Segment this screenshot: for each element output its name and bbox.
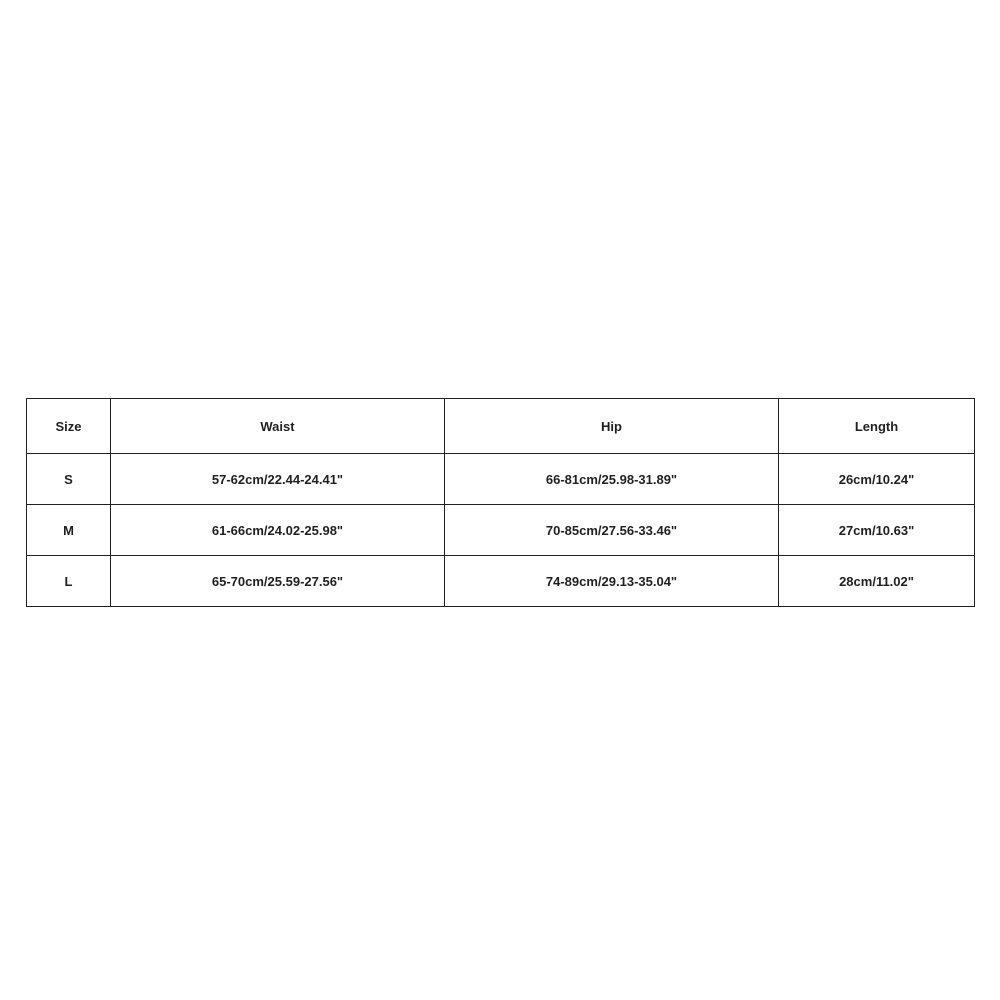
table-body	[27, 454, 975, 607]
table-row	[27, 505, 975, 556]
cell-waist: 65-70cm/25.59-27.56"	[111, 556, 445, 607]
cell-hip: 70-85cm/27.56-33.46"	[445, 505, 779, 556]
cell-size: M	[27, 505, 111, 556]
size-chart	[26, 398, 974, 607]
column-header-size: Size	[27, 399, 111, 454]
cell-length: 26cm/10.24"	[779, 454, 975, 505]
cell-hip: 74-89cm/29.13-35.04"	[445, 556, 779, 607]
column-header-length: Length	[779, 399, 975, 454]
column-header-waist: Waist	[111, 399, 445, 454]
cell-length: 28cm/11.02"	[779, 556, 975, 607]
cell-waist: 57-62cm/22.44-24.41"	[111, 454, 445, 505]
table-row	[27, 454, 975, 505]
cell-length: 27cm/10.63"	[779, 505, 975, 556]
cell-hip: 66-81cm/25.98-31.89"	[445, 454, 779, 505]
table-row	[27, 556, 975, 607]
table-header	[27, 399, 975, 454]
cell-waist: 61-66cm/24.02-25.98"	[111, 505, 445, 556]
cell-size: L	[27, 556, 111, 607]
size-chart-table	[26, 398, 975, 607]
table-header-row	[27, 399, 975, 454]
column-header-hip: Hip	[445, 399, 779, 454]
cell-size: S	[27, 454, 111, 505]
